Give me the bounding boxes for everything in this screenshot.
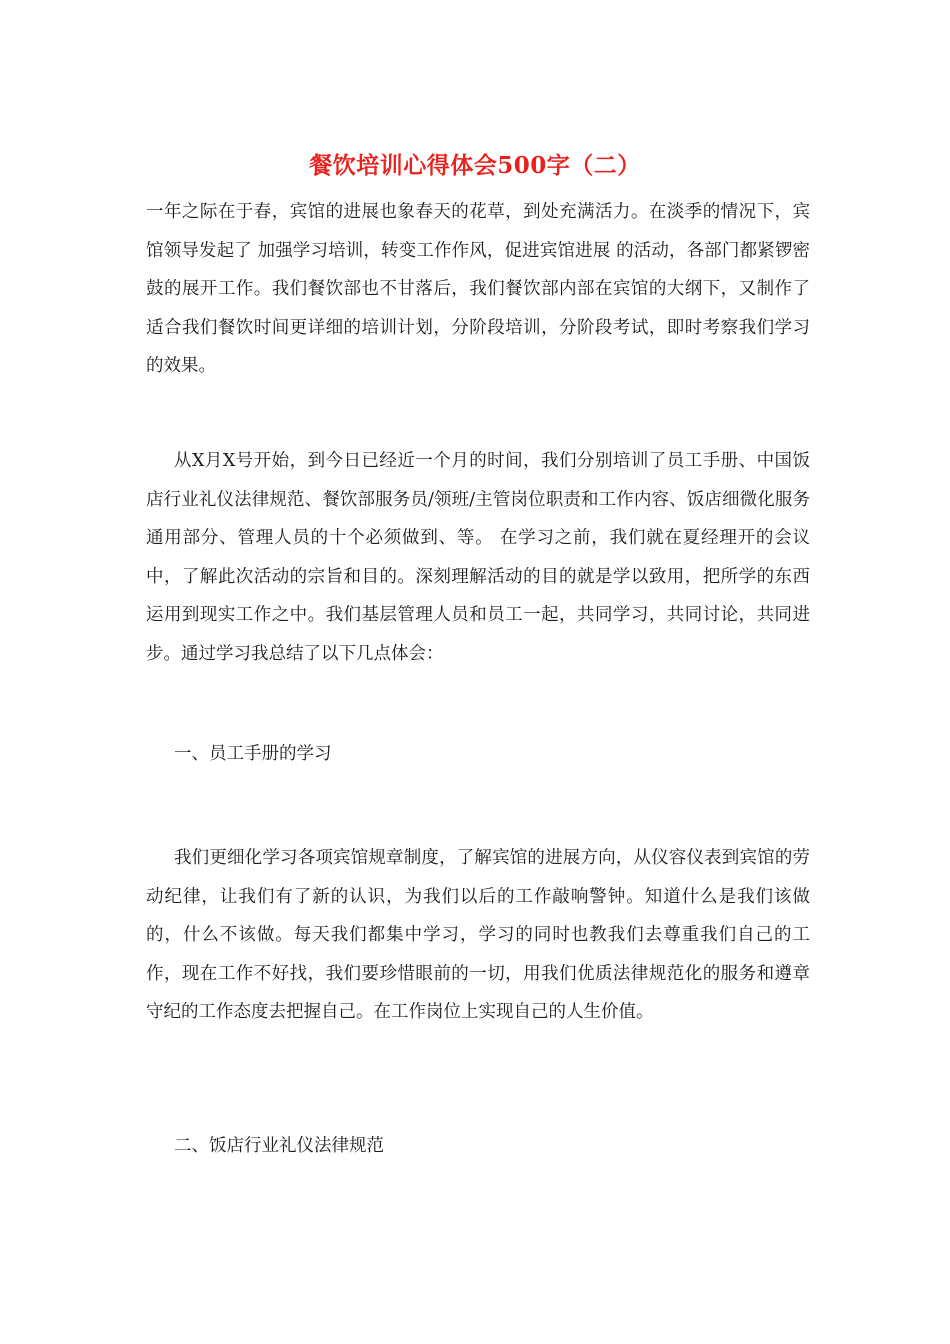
document-title: 餐饮培训心得体会500字（二） [309, 152, 641, 179]
section-heading-employee-handbook: 一、员工手册的学习 [174, 744, 332, 764]
section-heading-etiquette-norms: 二、饭店行业礼仪法律规范 [174, 1136, 384, 1156]
paragraph-intro: 一年之际在于春，宾馆的进展也象春天的花草，到处充满活力。在淡季的情况下，宾馆领导发起了 加强学习培训，转变工作作风，促进宾馆进展 的活动，各部门都紧锣密鼓的展开工作。我们餐饮部也不甘落后，我们餐饮部内部在宾馆的大纲下，又制作了适合我们餐饮时间更详细的培训计划，分阶段培训，分阶段考试，即时考察我们学习的效果。 [146, 202, 810, 376]
paragraph-employee-handbook: 我们更细化学习各项宾馆规章制度，了解宾馆的进展方向，从仪容仪表到宾馆的劳动纪律，让我们有了新的认识，为我们以后的工作敲响警钟。知道什么是我们该做的，什么不该做。每天我们都集中学习，学习的同时也教我们去尊重我们自己的工作，现在工作不好找，我们要珍惜眼前的一切，用我们优质法律规范化的服务和遵章守纪的工作态度去把握自己。在工作岗位上实现自己的人生价值。 [146, 848, 810, 1022]
paragraph-training-overview: 从X月X号开始，到今日已经近一个月的时间，我们分别培训了员工手册、中国饭店行业礼仪法律规范、餐饮部服务员/领班/主管岗位职责和工作内容、饭店细微化服务通用部分、管理人员的十个必须做到、等。 在学习之前，我们就在夏经理开的会议中，了解此次活动的宗旨和目的。深刻理解活动的目的就是学以致用，把所学的东西运用到现实工作之中。我们基层管理人员和员工一起，共同学习，共同讨论，共同进步。通过学习我总结了以下几点体会： [146, 451, 810, 664]
